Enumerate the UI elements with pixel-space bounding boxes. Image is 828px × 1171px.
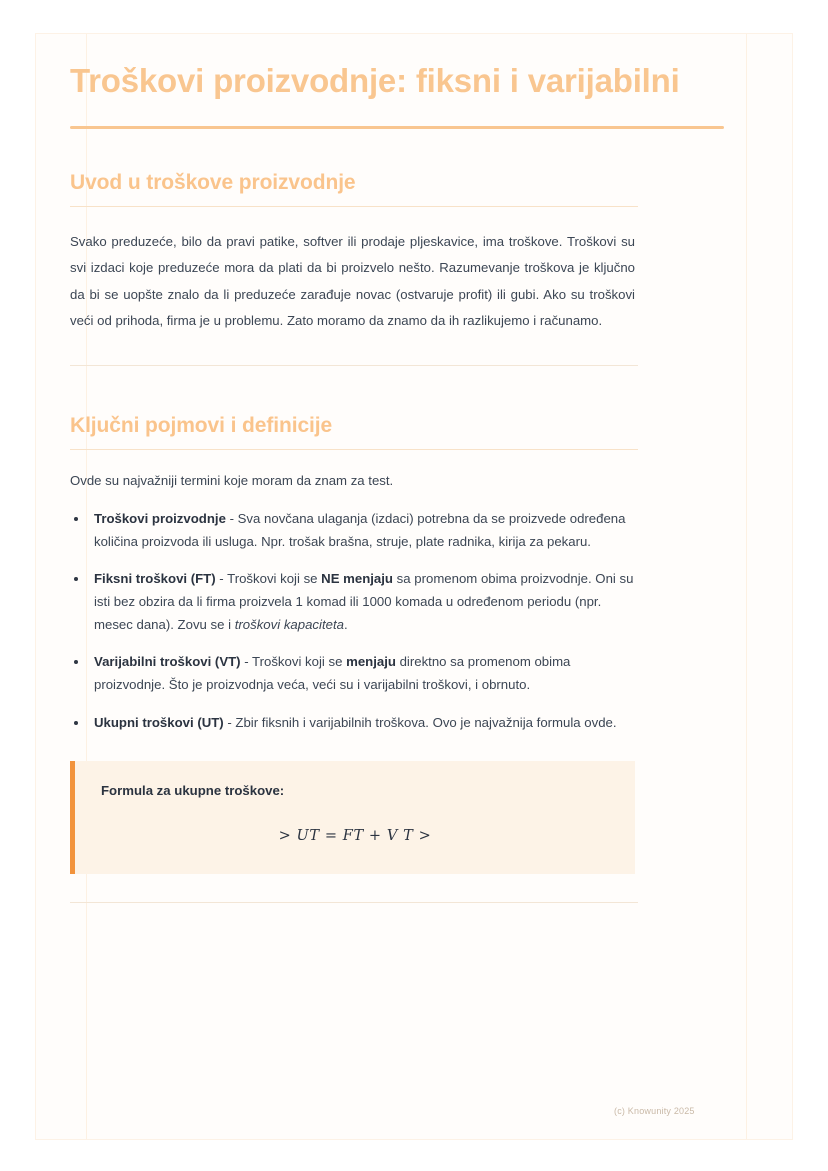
term-definition-pre: Troškovi koji se (252, 654, 347, 670)
term-definition-mid: sa promenom obima proizvodnje. Oni su isti bez obzira da li firma proizvela 1 komad ili 1000 komada u određenom periodu (npr. mesec dana). Zovu se i (94, 571, 634, 632)
term-definition-mid: direktno sa promenom obima proizvodnje. Što je proizvodnja veća, veći su i varijabilni troškovi, i obrnuto. (94, 654, 571, 693)
key-terms-lead: Ovde su najvažniji termini koje moram da znam za test. (70, 472, 394, 488)
intro-paragraph: Svako preduzeće, bilo da pravi patike, softver ili prodaje pljeskavice, ima troškove. Troškovi su svi izdaci koje preduzeće mora da plati da bi proizvelo nešto. Razumevanje troškova je ključno da bi se uopšte znalo da li preduzeće zarađuje novac (ostvaruje profit) ili gubi. Ako su troškovi veći od prihoda, firma je u problemu. Zato moramo da znamo da ih razlikujemo i računamo. (70, 233, 635, 329)
term-label: Varijabilni troškovi (VT) (94, 654, 241, 670)
term-emphasis: menjaju (346, 654, 396, 670)
term-definition: Zbir fiksnih i varijabilnih troškova. Ovo je najvažnija formula ovde. (235, 714, 617, 730)
section-heading-intro: Uvod u troškove proizvodnje (70, 170, 356, 194)
term-dash: - (240, 654, 253, 670)
section-divider-intro (70, 206, 638, 207)
formula-callout (70, 761, 635, 874)
list-item (70, 568, 640, 636)
title-divider (70, 126, 724, 129)
section-intro (70, 171, 724, 335)
page-title: Troškovi proizvodnje: fiksni i varijabilni (70, 62, 680, 99)
term-italic: troškovi kapaciteta (234, 616, 344, 632)
terms-list (70, 508, 640, 735)
term-label: Ukupni troškovi (UT) (94, 714, 224, 730)
margin-line-right (746, 34, 747, 1139)
content-divider (70, 365, 638, 366)
term-dash: - (223, 714, 236, 730)
term-dash: - (215, 571, 228, 587)
list-item (70, 508, 640, 553)
term-definition: Sva novčana ulaganja (izdaci) potrebna da se proizvede određena količina proizvoda ili usluga. Npr. trošak brašna, struje, plate radnika, kirija za pekaru. (94, 510, 626, 549)
list-item (70, 712, 640, 735)
list-item (70, 651, 640, 696)
document-content (70, 60, 724, 903)
section-heading-key-terms: Ključni pojmovi i definicije (70, 413, 333, 437)
term-dash: - (225, 510, 238, 526)
term-definition-post: . (343, 616, 348, 632)
term-definition-pre: Troškovi koji se (227, 571, 322, 587)
section-divider-key-terms (70, 449, 638, 450)
section-key-terms (70, 414, 724, 903)
formula-label: Formula za ukupne troškove: (101, 782, 285, 798)
term-label: Fiksni troškovi (FT) (94, 571, 216, 587)
term-label: Troškovi proizvodnje (94, 510, 226, 526)
formula-expression: > UT = FT + V T > (278, 827, 432, 844)
term-emphasis: NE menjaju (321, 571, 393, 587)
copyright-footer: (c) Knowunity 2025 (614, 1106, 695, 1116)
footer-divider (70, 902, 638, 903)
